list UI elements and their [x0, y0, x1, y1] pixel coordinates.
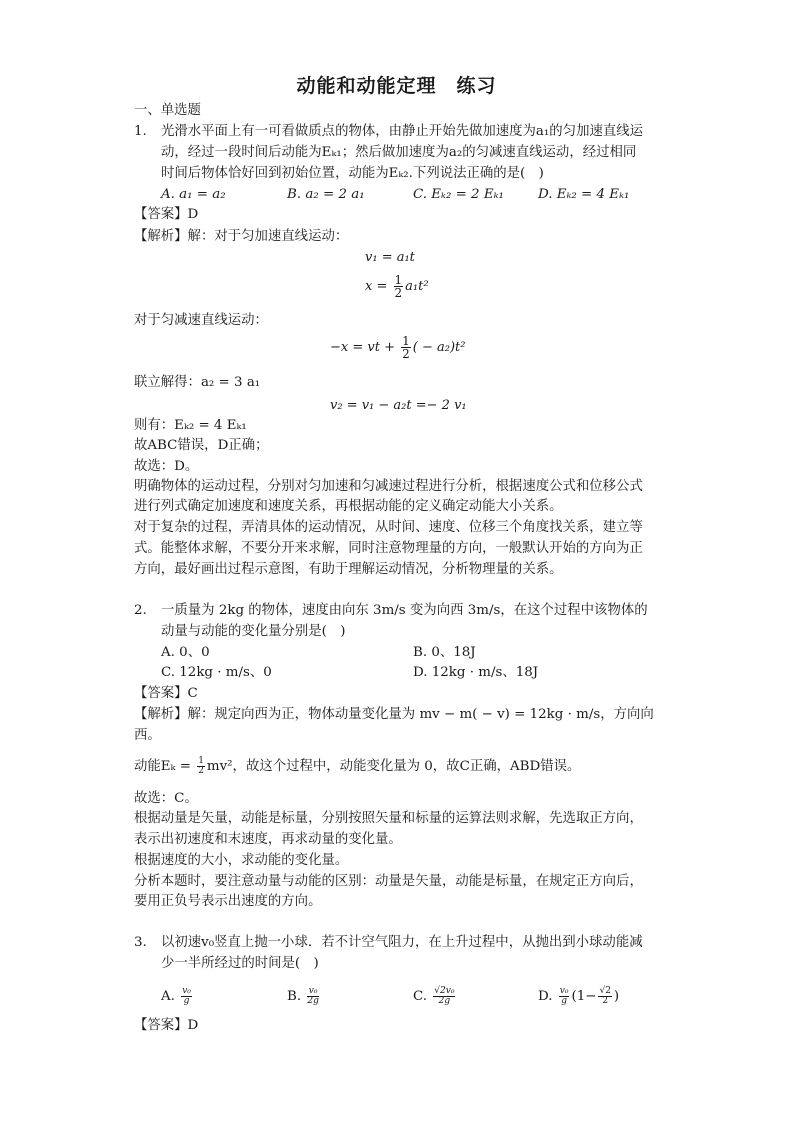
equation — [365, 274, 429, 299]
equation-part: a₁t² — [405, 279, 429, 294]
analysis-text: 故选：C。 — [134, 791, 198, 806]
numerator: √2 — [599, 986, 611, 996]
analysis-text: 故选：D。 — [134, 459, 199, 474]
explanation-text: 明确物体的运动过程，分别对匀加速和匀减速过程进行分析，根据速度公式和位移公式 — [134, 479, 643, 494]
page-title: 动能和动能定理 练习 — [296, 75, 497, 97]
explanation-text: 分析本题时，要注意动量与动能的区别：动量是矢量，动能是标量，在规定正方向后， — [134, 874, 643, 889]
explanation-text: 根据动量是矢量，动能是标量，分别按照矢量和标量的运算法则求解，先选取正方向， — [134, 811, 643, 826]
denominator: g — [561, 996, 568, 1006]
denominator: 2 — [602, 996, 609, 1006]
numerator: v₀ — [308, 986, 318, 996]
numerator: √2v₀ — [434, 986, 455, 996]
option-a — [161, 983, 194, 1011]
question-text: 少一半所经过的时间是( ) — [161, 956, 319, 971]
answer-label: 【答案】C — [134, 686, 198, 701]
fraction — [181, 987, 192, 1006]
option-b: B. 0、18J — [413, 645, 476, 660]
option-b: B. a₂ = 2 a₁ — [287, 187, 365, 202]
question-text: 时间后物体恰好回到初始位置，动能为Eₖ₂.下列说法正确的是( ) — [161, 166, 544, 181]
explanation-text: 进行列式确定加速度和速度关系，再根据动能的定义确定动能大小关系。 — [134, 499, 563, 514]
option-d: D. 12kg · m/s、18J — [413, 665, 539, 680]
equation-part: ( − a₂)t² — [412, 340, 466, 355]
analysis-label: 【解析】解：对于匀加速直线运动： — [134, 229, 349, 244]
explanation-text: 表示出初速度和末速度，再求动量的变化量。 — [134, 832, 402, 847]
option-c: C. Eₖ₂ = 2 Eₖ₁ — [413, 187, 504, 202]
explanation-text: 根据速度的大小，求动能的变化量。 — [134, 853, 349, 868]
numerator: 1 — [402, 334, 410, 348]
fraction — [598, 987, 611, 1006]
analysis-text — [134, 757, 580, 776]
question-text: 一质量为 2kg 的物体，速度由向东 3m/s 变为向西 3m/s，在这个过程中该物体的 — [161, 603, 648, 618]
explanation-text: 方向，最好画出过程示意图，有助于理解运动情况，分析物理量的关系。 — [134, 562, 563, 577]
fraction — [401, 335, 411, 360]
text-part: 动能Eₖ = — [134, 759, 196, 774]
option-letter: D. — [538, 989, 553, 1004]
denominator: 2g — [438, 996, 451, 1006]
analysis-text: 西。 — [134, 728, 161, 743]
fraction — [197, 757, 205, 776]
numerator: 1 — [198, 756, 204, 766]
option-d: D. Eₖ₂ = 4 Eₖ₁ — [538, 187, 630, 202]
numerator: v₀ — [559, 986, 569, 996]
text-part: mv²，故这个过程中，动能变化量为 0，故C正确，ABD错误。 — [206, 759, 581, 774]
question-number: 1. — [134, 124, 147, 139]
fraction — [394, 274, 404, 299]
denominator: 2g — [307, 996, 319, 1006]
analysis-text: 故ABC错误，D正确； — [134, 438, 269, 453]
option-letter: C. — [413, 989, 428, 1004]
denominator: g — [183, 996, 190, 1006]
question-text: 动，经过一段时间后动能为Eₖ₁；然后做加速度为a₂的匀减速直线运动，经过相同 — [161, 145, 637, 160]
explanation-text: 对于复杂的过程，弄清具体的运动情况，从时间、速度、位移三个角度找关系，建立等 — [134, 520, 643, 535]
option-c: C. 12kg · m/s、0 — [161, 665, 272, 680]
option-d — [538, 983, 619, 1011]
option-c — [413, 983, 457, 1011]
option-a: A. a₁ = a₂ — [161, 187, 226, 202]
fraction — [307, 987, 319, 1006]
fraction — [559, 987, 570, 1006]
equation-part: −x = vt + — [330, 340, 400, 355]
question-number: 3. — [134, 935, 147, 950]
question-text: 动量与动能的变化量分别是( ) — [161, 624, 346, 639]
text-part: (1− — [571, 989, 597, 1004]
analysis-text: 【解析】解：规定向西为正，物体动量变化量为 mv − m( − v) = 12kg · m/s，方向向 — [134, 707, 654, 722]
text-part: ) — [613, 989, 620, 1004]
option-letter: A. — [161, 989, 175, 1004]
option-letter: B. — [287, 989, 302, 1004]
question-number: 2. — [134, 603, 147, 618]
option-b — [287, 983, 321, 1011]
analysis-text: 对于匀减速直线运动： — [134, 313, 268, 328]
explanation-text: 式。能整体求解，不要分开来求解，同时注意物理量的方向，一般默认开始的方向为正 — [134, 541, 643, 556]
equation-part: x = — [365, 279, 392, 294]
denominator: 2 — [402, 347, 410, 361]
question-text: 光滑水平面上有一可看做质点的物体，由静止开始先做加速度为a₁的匀加速直线运 — [161, 124, 644, 139]
option-a: A. 0、0 — [161, 645, 210, 660]
denominator: 2 — [394, 286, 403, 300]
answer-label: 【答案】D — [134, 1018, 199, 1033]
numerator: 1 — [394, 273, 403, 287]
answer-label: 【答案】D — [134, 207, 199, 222]
question-text: 以初速v₀竖直上抛一小球．若不计空气阻力，在上升过程中，从抛出到小球动能减 — [161, 935, 643, 950]
denominator: 2 — [198, 766, 204, 776]
analysis-text: 则有：Eₖ₂ = 4 Eₖ₁ — [134, 418, 247, 433]
equation: v₁ = a₁t — [365, 250, 415, 265]
explanation-text: 要用正负号表示出速度的方向。 — [134, 894, 322, 909]
fraction — [433, 987, 455, 1006]
numerator: v₀ — [182, 986, 191, 996]
analysis-text: 联立解得：a₂ = 3 a₁ — [134, 375, 261, 390]
equation: v₂ = v₁ − a₂t =− 2 v₁ — [330, 398, 467, 413]
equation — [330, 335, 465, 360]
section-heading: 一、单选题 — [134, 103, 201, 118]
